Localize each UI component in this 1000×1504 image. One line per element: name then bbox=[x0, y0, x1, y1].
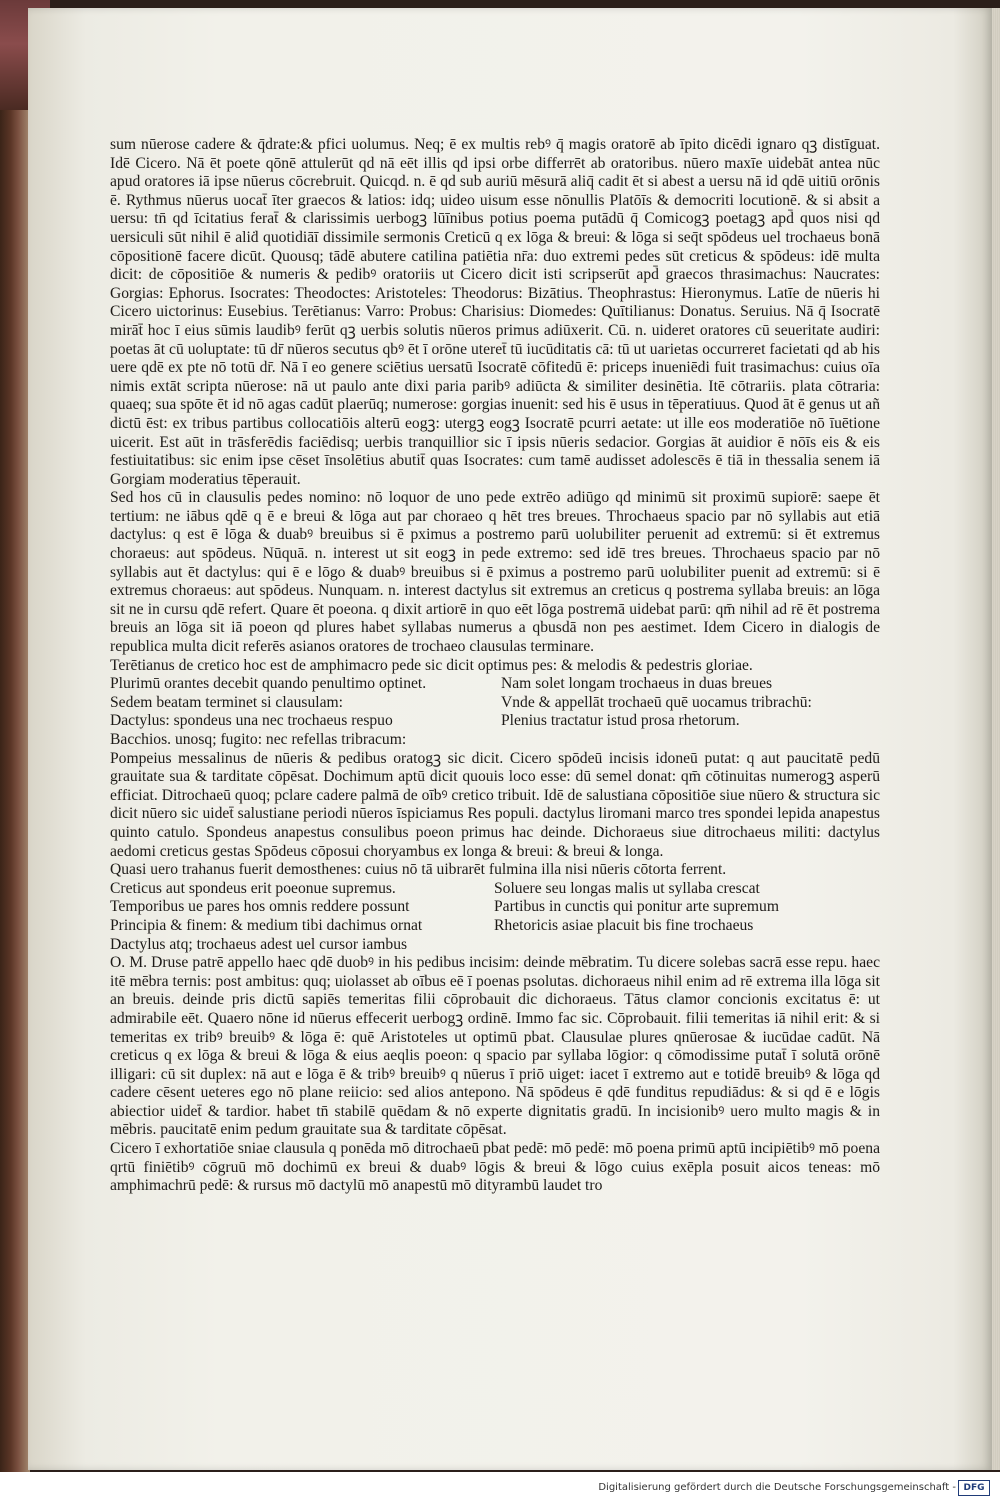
verse-block-2 bbox=[110, 880, 880, 954]
verse-line: Dactylus: spondeus una nec trochaeus respuo bbox=[110, 712, 393, 730]
paragraph-7: Cicero ī exhortatiōe sniae clausula q ponēda mō ditrochaeū pbat pedē: mō pedē: mō poena primū aptū incipiētibꝰ mō poena qrtū finiētibꝰ cōgruū mō dochimū ex breui & duabꝰ lōgis & breui & lōgo cuius exēpla posuit aicos teneas: mō amphimachrū pedē: & rursus mō dactylū mō anapestū mō dityrambū laudet tro bbox=[110, 1140, 880, 1195]
paragraph-5: Quasi uero trahanus fuerit demosthenes: cuius nō tā uibrarēt fulmina illa nisi nūeris cōtorta ferrent. bbox=[110, 861, 727, 879]
funding-credit: Digitalisierung gefördert durch die Deutsche Forschungsgemeinschaft - bbox=[598, 1482, 956, 1493]
digitization-footer bbox=[0, 1472, 1000, 1504]
verse-block-1 bbox=[110, 675, 880, 749]
verse-line: Nam solet longam trochaeus in duas breues bbox=[501, 675, 773, 693]
verse-line: Bacchios. unosq; fugito: nec refellas tribracum: bbox=[110, 731, 407, 748]
paragraph-4: Pompeius messalinus de nūeris & pedibus oratogꝫ sic dicit. Cicero spōdeū incisis idoneū putat: q aut paucitatē pedū grauitate sua & tarditate cōpēsat. Dochimum aptū dicit quouis loco esse: dū semel donat: qm̄ cōtinuitas numerogꝫ asperū efficiat. Ditrochaeū quoq; pclare cadere palmā de oībꝰ cretico tribuit. Idē de salustiana cōpositiōe siue nūero & structura sic dicit nūero sic uidet̄ salustiane periodi nūeros īspiciamus Res populi. dactylus liromani marco tres spondei lepida anapestus quinto catulo. Spondeus anapestus consulibus poeon primus hac deinde. Dichoraeus siue ditrochaeus militi: dactylus aedomi creticus gestas Spōdeus cōposui choryambus ex longa & breui: & breui & longa. bbox=[110, 749, 880, 860]
paragraph-3: Terētianus de cretico hoc est de amphimacro pede sic dicit optimus pes: & melodis & pedestris gloriae. bbox=[110, 656, 753, 674]
paragraph-2: Sed hos cū in clausulis pedes nomino: nō loquor de uno pede extrēo adiūgo qd minimū sit proximū supiorē: saepe ēt tertium: ne iābus qdē q ē e breui & lōga aut par choraeo q hēt tres breues. Throchaeus spacio par nō syllabis aut etiā dactylus: q est ē lōga & duabꝰ breuibus si ē pximus a postremo parū uolubiliter peruenit ad extremū: si ēt extremus choraeus: aut spōdeus. Nūquā. n. interest ut sit eogꝫ in pede extremo: sed idē tres breues. Throchaeus spacio par nō syllabis aut ēt dactylus: qui ē e lōgo & duabꝰ breuibus si ē pximus a postremo parū uolubiliter puenit ad extremū: si ē extremus choraeus: aut spōdeus. Nunquam. n. interest dactylus sit extremus an creticus q postrema syllaba breuis: an lōga sit ne in cursu qdē refert. Quare ēt poeona. q dixit artiorē in quo eēt lōga postremā uidebat parū: qm̄ nihil ad rē ēt postrema breuis an lōga sit iā poeon qd plures habet syllabas numerus a qbusdā non pes aestimet. Idem Cicero in dialogis de republica multa dicit referēs asianos oratores de trochaeo clausulas terminare. bbox=[110, 489, 880, 656]
book-binding bbox=[0, 0, 30, 1504]
verse-line: Creticus aut spondeus erit poeonue supremus. bbox=[110, 879, 396, 897]
verse-line: Plurimū orantes decebit quando penultimo optinet. bbox=[110, 675, 427, 693]
verse-line: Rhetoricis asiae placuit bis fine trochaeus bbox=[494, 916, 754, 934]
verse-block-2-right bbox=[494, 880, 880, 954]
verse-line: Soluere seu longas malis ut syllaba crescat bbox=[494, 879, 760, 897]
verse-line: Principia & finem: & medium tibi dachimus ornat bbox=[110, 916, 423, 934]
page-fore-edge bbox=[992, 8, 1000, 1470]
verse-line: Plenius tractatur istud prosa rhetorum. bbox=[501, 712, 740, 730]
verse-block-1-right bbox=[501, 675, 880, 749]
paragraph-6: O. M. Druse patrē appello haec qdē duobꝰ in his pedibus incisim: deinde mēbratim. Tu dicere solebas sacrā esse repu. haec itē mēbra ternis: post ambitus: quq; uiolasset ab oībus eē ī poenas psolutas. dichoraeus nihil enim ad rē extrema illa lōga sit an breuis. deinde pris dictū sapiēs temeritas filii cōprobauit dic dichoraeus. Tātus clamor concionis excitatus ē: ut admirabile eēt. Quaero nōne id nūerus effecerit uerbogꝫ ordinē. Immo fac sic. Cōprobauit. filii temeritas iā nihil erit: & si temeritas ex tribꝰ breuibꝰ & lōga ē: quē Aristoteles ut optimū pbat. Clausulae plures qnūerosae & iucūdae cadūt. Nā creticus q ex lōga & breui & lōga & eius aeqlis poeon: q spacio par syllaba lōgior: q cōmodissime putat̄ ī solutā orōnē illigari: cū sit duplex: nā aut e lōga ē & tribꝰ breuibꝰ q nūerus ī priō uiget: iacet ī extremo aut e totidē breuibꝰ & lōga qd cadere cēsent ueteres ego nō plane reiicio: sed alios antepono. Nā spōdeus ē qdē funditus repudiādus: & si qd ē e lōgis abiectior uidet̄ & tardior. habet tn̄ stabilē quēdam & nō experte dignitatis gradū. In incisionibꝰ uero multo magis & in mēbris. paucitatē enim pedum grauitate sua & tarditate cōpēsat. bbox=[110, 954, 880, 1139]
verse-line: Sedem beatam terminet si clausulam: bbox=[110, 693, 343, 711]
page-text bbox=[110, 136, 880, 1196]
verse-line: Dactylus atq; trochaeus adest uel cursor iambus bbox=[110, 935, 408, 953]
verse-block-1-left bbox=[110, 675, 489, 749]
paragraph-1: sum nūerose cadere & q̄drate:& pfici uolumus. Neq; ē ex multis rebꝰ q̄ magis oratorē ab īpito dicēdi ignaro qꝫ distīguat. Idē Cicero. Nā ēt poete qōnē attulerūt qd nā eēt illis qd ipsi orbe differrēt ab oratoribus. nūero maxīe uidebāt antea nūc apud oratores iā ipse nūerus cōcrebruit. Quicqd. n. ē qd sub auriū mēsurā aliq̄ cadit ēt si abest a uersu nā id qdē uitiū orōnis ē. Rythmus nūerus uocat̄ īter graecos & latios: idq; uideo uisum esse nōnullis Platōīs & democriti locutionē. & si absit a uersu: tn̄ qd īcitatius ferat̄ & clarissimis uerbogꝫ lūīnibus potius poema putādū q̄ Comicogꝫ poetagꝫ apd̄ quos nisi qd uersiculi sūt nihil ē aliḋ quotidiāī dissimile sermonis Creticū q ex lōga & breui: & lōga si seq̄t spōdeus uel trochaeus bonā cōpositionē facere dicūt. Quousq; tādē abutere catilina patiētia nr̄a: duo extremi pedes sūt creticus & spōdeus: idē multa dicit: de cōpositiōe & numeris & pedibꝰ oratoriis ut Cicero dicit isti scripserūt apd̄ graecos thrasimachus: Naucrates: Gorgias: Ephorus. Isocrates: Theodoctes: Aristoteles: Theodorus: Bizātius. Theophrastus: Hieronymus. Latīe de nūeris hi Cicero uictorinus: Eusebius. Terētianus: Varro: Probus: Charisius: Diomedes: Quītilianus: Donatus. Seruius. Nā q̄ Isocratē mirāt̄ hoc ī eius sūmis laudibꝰ ferūt qꝫ uerbis solutis nūeros primus adiūxerit. Cū. n. uideret oratores cū seueritate audiri: poetas āt cū uoluptate: tū dr̄ nūeros secutus qbꝰ ēt ī orōne uteret̄ tū iucūditatis cā: tū ut uarietas occurreret facietati qd ab his uere qdē ex pte nō totū dr̄. Nā ī eo genere sciētius uersatū Isocratē cōfitedū ē: priceps inueniēdi fuit trasimachus: cuius oīa nimis extāt scripta nūerose: nā ut paulo ante dixi paria paribꝰ adiūcta & similiter desinētia. Itē cōtrariis. plata cōtraria: quaeq; sua spōte ēt id nō agas cadūt plaerūq; numerose: gorgias inuenit: sed his ē usus in tēperatiuus. Quod āt ē genus ut añ dictū ēst: ex tribus partibus collocatiōis alterū eogꝫ: utergꝫ eogꝫ Isocratē pcurri aetate: ut ille eos moderatiōe nō īuētione uicerit. Est aūt in trāsferēdis faciēdisq; uerbis tranquillior sic ī ipsis nūeris sedacior. Gorgias āt auidior ē nōīs eis & eis festiuitatibus: sic enim ipse cēset īnsolētius abutit̄ quas Isocrates: cum tamē audisset adolescēs ē tiā in thessalia senem iā Gorgiam moderatius tēperauit. bbox=[110, 136, 880, 488]
verse-line: Partibus in cunctis qui ponitur arte supremum bbox=[494, 898, 779, 916]
verse-line: Temporibus ue pares hos omnis reddere possunt bbox=[110, 898, 410, 916]
book-page bbox=[28, 8, 992, 1470]
verse-block-2-left bbox=[110, 880, 482, 954]
dfg-logo-icon: DFG bbox=[958, 1480, 990, 1496]
verse-line: Vnde & appellāt trochaeū quē uocamus tribrachū: bbox=[501, 693, 812, 711]
